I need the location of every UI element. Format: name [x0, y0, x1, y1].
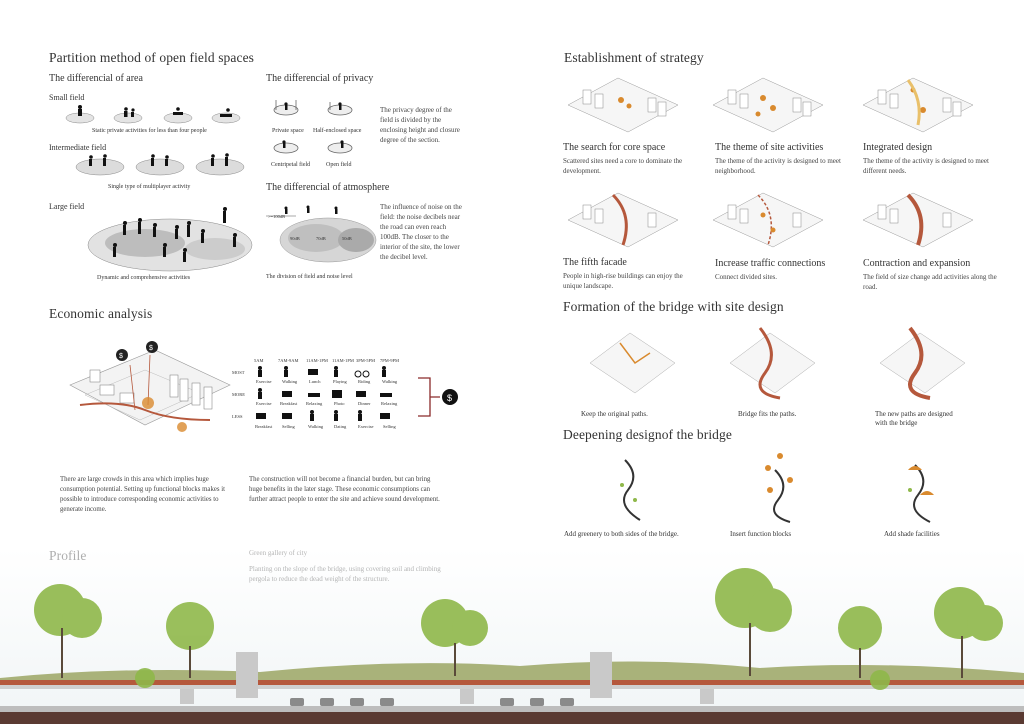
- strategy-item-title: Increase traffic connections: [715, 258, 826, 269]
- time-header: 11AM-1PM: [306, 358, 328, 363]
- formation-caption: The new paths are designed with the bridge: [875, 410, 953, 427]
- deepening-caption: Insert function blocks: [730, 530, 792, 538]
- intermediate-field-label: Intermediate field: [49, 143, 107, 152]
- formation-caption: Bridge fits the paths.: [738, 410, 797, 418]
- strategy-item-text: People in high-rise buildings can enjoy the unique landscape.: [563, 272, 683, 290]
- partition-title: Partition method of open field spaces: [49, 50, 255, 65]
- svg-text:$: $: [119, 353, 123, 360]
- deepening-caption: Add greenery to both sides of the bridge.: [564, 530, 679, 538]
- large-field-caption: Dynamic and comprehensive activities: [97, 275, 191, 281]
- small-field-caption: Static private activities for less than four people: [92, 128, 207, 134]
- area-title: The differencial of area: [49, 73, 143, 84]
- large-field-diagram: [85, 205, 255, 275]
- strategy-item-text: The theme of the activity is designed to meet neighborhood.: [715, 157, 841, 175]
- zone-90db: 90dB: [290, 236, 300, 241]
- open-field-label: Open field: [326, 162, 352, 168]
- strategy-item-title: The theme of site activities: [715, 142, 824, 153]
- strategy-title: Establishment of strategy: [564, 50, 704, 65]
- noise-caption: The division of field and noise level: [266, 274, 353, 280]
- time-header: 7AM-9AM: [278, 358, 299, 363]
- strategy-diagrams-row1: [563, 70, 1003, 140]
- strategy-item-text: The theme of the activity is designed to meet different needs.: [863, 157, 989, 175]
- activity-item: Riding: [358, 379, 371, 384]
- row-label: MOST: [232, 370, 245, 375]
- row-label: LESS: [232, 414, 243, 419]
- row-label: MORE: [232, 392, 246, 397]
- economic-text-left: There are large crowds in this area which implies huge consumption potential. Setting up functional blocks makes it possible to introduce corresponding economic activities to generate income.: [60, 476, 225, 513]
- time-header: 3PM-5PM: [356, 358, 376, 363]
- svg-text:$: $: [149, 345, 153, 352]
- db-label: >=100dB: [268, 214, 286, 219]
- economic-text-right: The construction will not become a financial burden, but can bring huge benefits in the later stage. These economic consumptions can further attract people to enter the site and achieve sound development.: [249, 476, 440, 503]
- centripetal-field-label: Centripetal field: [271, 162, 311, 168]
- strategy-item-title: The fifth facade: [563, 257, 627, 268]
- formation-caption: Keep the original paths.: [581, 410, 648, 418]
- intermediate-field-diagram: [75, 150, 245, 180]
- activity-item: Selling: [282, 424, 295, 429]
- zone-70db: 70dB: [316, 236, 326, 241]
- time-header: 5AM: [254, 358, 264, 363]
- strategy-item-title: Integrated design: [863, 142, 933, 153]
- large-field-label: Large field: [49, 202, 85, 211]
- strategy-item-title: The search for core space: [563, 142, 666, 153]
- profile-section-illustration: [0, 548, 1024, 724]
- activity-item: Walking: [308, 424, 324, 429]
- activity-item: Relaxing: [306, 401, 323, 406]
- svg-text:$: $: [447, 393, 453, 403]
- activity-item: Dinner: [358, 401, 371, 406]
- strategy-item-text: Scattered sites need a core to dominate the development.: [563, 157, 683, 175]
- activity-item: Exercise: [256, 401, 272, 406]
- private-space-label: Private space: [272, 128, 304, 134]
- strategy-item-text: Connect divided sites.: [715, 273, 778, 281]
- privacy-title: The differencial of privacy: [266, 73, 374, 84]
- activity-item: Breakfast: [280, 401, 298, 406]
- atmosphere-text: The influence of noise on the field: the noise decibels near the road can even reach 100dB. The closer to the interior of the site, the lower the decibel level.: [380, 203, 462, 261]
- noise-diagram: [266, 200, 376, 270]
- strategy-diagrams-row2: [563, 185, 1003, 255]
- zone-50db: 50dB: [342, 236, 352, 241]
- activity-icons: [252, 365, 417, 425]
- activity-item: Exercise: [256, 379, 272, 384]
- time-header: 11AM-1PM: [332, 358, 354, 363]
- activity-item: Selling: [383, 424, 396, 429]
- activity-item: Lunch: [309, 379, 321, 384]
- activity-item: Dating: [334, 424, 347, 429]
- deepening-caption: Add shade facilities: [884, 530, 940, 538]
- strategy-item-title: Contraction and expansion: [863, 258, 971, 269]
- small-field-label: Small field: [49, 93, 85, 102]
- activity-item: Playing: [333, 379, 347, 384]
- economic-title: Economic analysis: [49, 306, 153, 321]
- deepening-title: Deepening designof the bridge: [563, 427, 732, 442]
- economic-isometric-diagram: [60, 335, 235, 450]
- formation-diagrams: [580, 318, 1000, 403]
- half-enclosed-label: Half-enclosed space: [313, 128, 362, 134]
- formation-title: Formation of the bridge with site design: [563, 299, 784, 314]
- small-field-diagram: [60, 100, 240, 130]
- deepening-diagrams: [590, 450, 970, 525]
- atmosphere-title: The differencial of atmosphere: [266, 182, 390, 193]
- strategy-item-text: The field of size change add activities along the road.: [863, 273, 997, 291]
- activity-item: Walking: [382, 379, 398, 384]
- activity-item: Walking: [282, 379, 298, 384]
- time-header: 7PM-9PM: [380, 358, 400, 363]
- intermediate-field-caption: Single type of multiplayer activity: [108, 184, 191, 190]
- money-bracket: [418, 376, 468, 420]
- privacy-text: The privacy degree of the field is divided by the enclosing height and closure degree of the section.: [380, 106, 460, 144]
- activity-item: Photo: [334, 401, 345, 406]
- activity-item: Relaxing: [381, 401, 398, 406]
- activity-item: Breakfast: [255, 424, 273, 429]
- activity-table: [232, 358, 422, 438]
- activity-item: Exercise: [358, 424, 374, 429]
